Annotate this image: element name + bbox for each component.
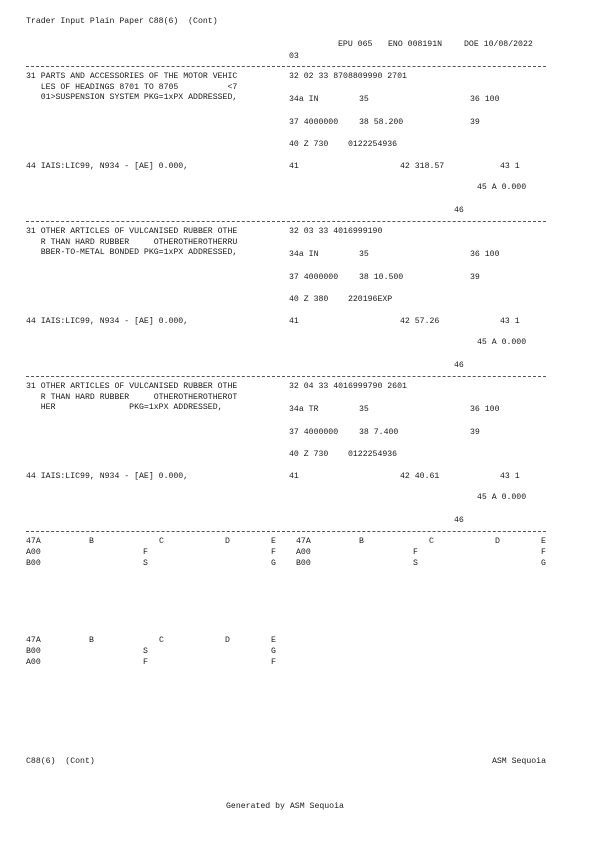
box-42-item-price: 42 40.61 — [400, 472, 440, 481]
tax-row-method: F — [143, 658, 148, 667]
box-42-item-price: 42 318.57 — [400, 162, 445, 171]
tax-header-col: B — [89, 636, 94, 645]
box-40-previous-document: 40 Z 380 220196EXP — [289, 295, 393, 304]
box-39: 39 — [470, 273, 480, 282]
box-41: 41 — [289, 472, 299, 481]
box-46: 46 — [454, 516, 464, 525]
box-43: 43 1 — [500, 162, 520, 171]
box-41: 41 — [289, 162, 299, 171]
epu-number: EPU 065 — [338, 40, 373, 49]
box-39: 39 — [470, 118, 480, 127]
tax-row-method: S — [143, 559, 148, 568]
box-32-commodity-code: 32 03 33 4016999190 — [289, 227, 383, 236]
tax-row-pay: F — [541, 548, 546, 557]
tax-row-pay: G — [271, 647, 276, 656]
box-32-commodity-code: 32 04 33 4016999790 2601 — [289, 382, 407, 391]
box-34-origin: 34a TR — [289, 405, 319, 414]
tax-header-col: 47A — [296, 537, 311, 546]
box-41: 41 — [289, 317, 299, 326]
tax-row-pay: G — [271, 559, 276, 568]
box-03: 03 — [289, 52, 299, 61]
tax-row-type: A00 — [26, 658, 41, 667]
box-31-goods-description: HER PKG=1xPX ADDRESSED, — [26, 403, 223, 412]
box-31-goods-description: LES OF HEADINGS 8701 TO 8705 <7 — [26, 82, 238, 92]
item-separator — [26, 66, 546, 67]
footer-software: ASM Sequoia — [491, 757, 546, 766]
box-31-goods-description: 01>SUSPENSION SYSTEM PKG=1xPX ADDRESSED, — [26, 93, 238, 102]
box-46: 46 — [454, 361, 464, 370]
box-31-goods-description: BBER-TO-METAL BONDED PKG=1xPX ADDRESSED, — [26, 248, 238, 257]
entry-number: ENO 008191N — [388, 40, 443, 49]
box-45-adjustment: 45 A 0.000 — [477, 338, 527, 347]
item-separator — [26, 221, 546, 222]
tax-row-type: A00 — [26, 548, 41, 557]
tax-row-pay: F — [271, 658, 276, 667]
tax-header-col: E — [271, 636, 276, 645]
date-of-entry: DOE 10/08/2022 — [464, 40, 533, 49]
box-32-commodity-code: 32 02 33 8708809990 2701 — [289, 72, 407, 81]
tax-header-col: E — [541, 537, 546, 546]
box-35: 35 — [359, 250, 369, 259]
tax-header-col: D — [225, 537, 230, 546]
box-37-procedure: 37 4000000 — [289, 428, 339, 437]
tax-row-type: B00 — [26, 559, 41, 568]
box-35: 35 — [359, 405, 369, 414]
box-46: 46 — [454, 206, 464, 215]
box-44-additional-info: 44 IAIS:LIC99, N934 - [AE] 0.000, — [26, 162, 189, 171]
form-title: Trader Input Plain Paper C88(6) (Cont) — [26, 17, 218, 26]
box-37-procedure: 37 4000000 — [289, 273, 339, 282]
box-36-preference: 36 100 — [470, 405, 500, 414]
box-31-goods-description: R THAN HARD RUBBER OTHEROTHEROTHEROT — [26, 392, 238, 402]
item-separator — [26, 376, 546, 377]
generated-by: Generated by ASM Sequoia — [226, 802, 344, 811]
tax-row-pay: G — [541, 559, 546, 568]
tax-header-col: C — [159, 537, 164, 546]
tax-row-method: S — [413, 559, 418, 568]
box-42-item-price: 42 57.26 — [400, 317, 440, 326]
box-38-net-mass: 38 10.500 — [359, 273, 404, 282]
box-43: 43 1 — [500, 317, 520, 326]
tax-row-type: B00 — [296, 559, 311, 568]
tax-header-col: B — [89, 537, 94, 546]
box-45-adjustment: 45 A 0.000 — [477, 183, 527, 192]
box-34-origin: 34a IN — [289, 250, 319, 259]
box-40-previous-document: 40 Z 730 0122254936 — [289, 450, 398, 459]
box-31-goods-description: 31 OTHER ARTICLES OF VULCANISED RUBBER OTHE — [26, 382, 238, 391]
tax-header-col: D — [495, 537, 500, 546]
box-34-origin: 34a IN — [289, 95, 319, 104]
tax-row-method: S — [143, 647, 148, 656]
box-43: 43 1 — [500, 472, 520, 481]
tax-header-col: 47A — [26, 636, 41, 645]
tax-row-type: A00 — [296, 548, 311, 557]
box-44-additional-info: 44 IAIS:LIC99, N934 - [AE] 0.000, — [26, 472, 189, 481]
footer-form-ref: C88(6) (Cont) — [26, 757, 95, 766]
box-40-previous-document: 40 Z 730 0122254936 — [289, 140, 398, 149]
box-35: 35 — [359, 95, 369, 104]
tax-header-col: C — [429, 537, 434, 546]
box-44-additional-info: 44 IAIS:LIC99, N934 - [AE] 0.000, — [26, 317, 189, 326]
tax-header-col: 47A — [26, 537, 41, 546]
box-36-preference: 36 100 — [470, 95, 500, 104]
box-31-goods-description: 31 PARTS AND ACCESSORIES OF THE MOTOR VEHIC — [26, 72, 238, 81]
box-31-goods-description: R THAN HARD RUBBER OTHEROTHEROTHERRU — [26, 237, 238, 247]
section-separator — [26, 531, 546, 532]
box-31-goods-description: 31 OTHER ARTICLES OF VULCANISED RUBBER OTHE — [26, 227, 238, 236]
box-38-net-mass: 38 58.200 — [359, 118, 404, 127]
tax-header-col: C — [159, 636, 164, 645]
tax-row-method: F — [413, 548, 418, 557]
tax-row-method: F — [143, 548, 148, 557]
tax-row-pay: F — [271, 548, 276, 557]
tax-header-col: B — [359, 537, 364, 546]
tax-header-col: D — [225, 636, 230, 645]
tax-row-type: B00 — [26, 647, 41, 656]
box-38-net-mass: 38 7.400 — [359, 428, 399, 437]
box-37-procedure: 37 4000000 — [289, 118, 339, 127]
tax-header-col: E — [271, 537, 276, 546]
box-39: 39 — [470, 428, 480, 437]
box-36-preference: 36 100 — [470, 250, 500, 259]
box-45-adjustment: 45 A 0.000 — [477, 493, 527, 502]
